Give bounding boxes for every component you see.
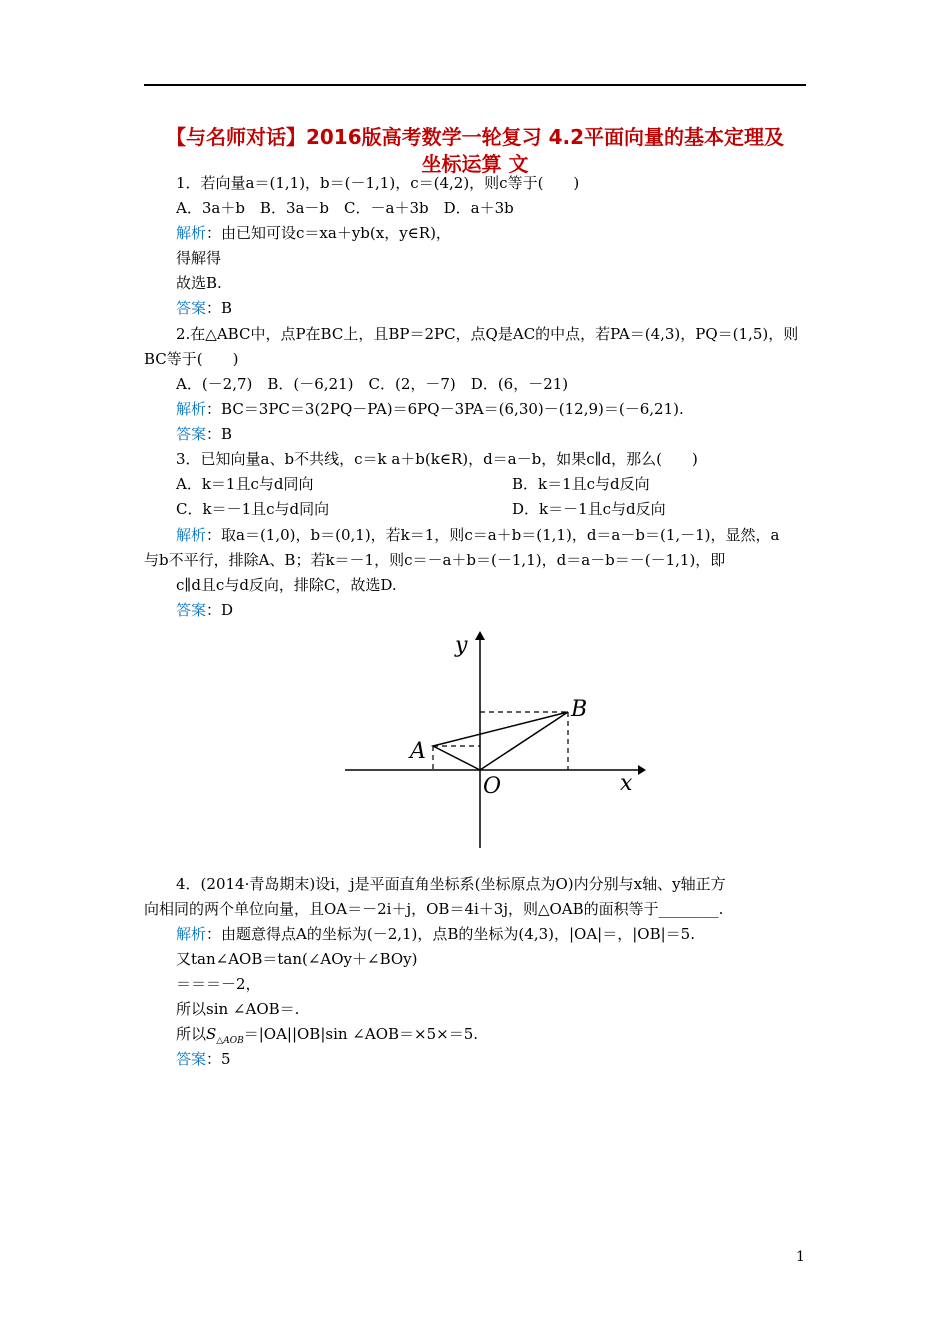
q3-answer-label: 答案: [176, 601, 207, 619]
q4-stem-line-2: 向相同的两个单位向量，且OA＝－2i＋j，OB＝4i＋3j，则△OAB的面积等于________.: [144, 900, 724, 918]
q3-option-a: A．k＝1且c与d同向: [176, 475, 314, 493]
q4-answer: [176, 1049, 231, 1069]
page-number: 1: [796, 1249, 805, 1265]
q3-answer-text: ：D: [206, 601, 234, 619]
q1-answer-label: 答案: [176, 299, 207, 317]
q2-analysis: [176, 399, 684, 419]
q2-stem-line-2: BC等于( ): [144, 350, 239, 368]
doc-title-line-2: 坐标运算 文: [421, 152, 529, 176]
q4-line-5-post: ＝|OA||OB|sin ∠AOB＝×5×＝5.: [243, 1025, 479, 1043]
q4-analysis-label: 解析: [176, 925, 207, 943]
header-rule: [144, 84, 806, 86]
label-b: B: [571, 697, 588, 722]
q4-answer-text: ：5: [206, 1050, 231, 1068]
q4-area-subscript: △AOB: [216, 1036, 244, 1046]
q2-analysis-label: 解析: [176, 400, 207, 418]
q3-analysis-label: 解析: [176, 526, 207, 544]
label-y: y: [455, 633, 468, 658]
q3-analysis-text-1: ：取a＝(1,0)，b＝(0,1)，若k＝1，则c＝a＋b＝(1,1)，d＝a－b＝(1,－1)，显然，a: [206, 526, 780, 544]
q3-option-c: C．k＝－1且c与d同向: [176, 500, 330, 518]
q3-analysis-line-2: 与b不平行，排除A、B；若k＝－1，则c＝－a＋b＝(－1,1)，d＝a－b＝－(－1,1)，即: [144, 551, 726, 569]
q4-analysis-text: ：由题意得点A的坐标为(－2,1)，点B的坐标为(4,3)，|OA|＝，|OB|＝5.: [206, 925, 695, 943]
label-x: x: [620, 771, 633, 796]
q1-answer: [176, 298, 232, 318]
q2-stem-line-1: 2.在△ABC中，点P在BC上，且BP＝2PC，点Q是AC的中点，若PA＝(4,3)，PQ＝(1,5)，则: [176, 325, 799, 343]
x-axis-arrow: [638, 765, 646, 775]
q2-analysis-text: ：BC＝3PC＝3(2PQ－PA)＝6PQ－3PA＝(6,30)－(12,9)＝(－6,21).: [206, 400, 684, 418]
q1-analysis-label: 解析: [176, 224, 207, 242]
q4-line-3: ＝＝＝－2，: [176, 975, 261, 993]
q2-answer-label: 答案: [176, 425, 207, 443]
q2-answer: [176, 424, 232, 444]
q1-options: A．3a＋b B．3a－b C．－a＋3b D．a＋3b: [176, 199, 514, 217]
q2-answer-text: ：B: [206, 425, 233, 443]
q1-step-2: 得解得: [176, 249, 222, 267]
doc-title-line-1: 【与名师对话】2016版高考数学一轮复习 4.2平面向量的基本定理及: [165, 125, 785, 149]
q4-answer-label: 答案: [176, 1050, 207, 1068]
q3-option-b: B．k＝1且c与d反向: [512, 475, 650, 493]
y-axis-arrow: [475, 631, 485, 640]
label-a: A: [410, 739, 426, 764]
q4-stem-line-1: 4．(2014·青岛期末)设i，j是平面直角坐标系(坐标原点为O)内分别与x轴、y轴正方: [176, 875, 726, 893]
q4-line-5: [176, 1024, 478, 1051]
q4-analysis: [176, 924, 695, 944]
q1-answer-text: ：B: [206, 299, 233, 317]
q4-line-4: 所以sin ∠AOB＝.: [176, 1000, 300, 1018]
q3-answer: [176, 600, 233, 620]
q1-analysis-text: ：由已知可设c＝xa＋yb(x，y∈R)，: [206, 224, 451, 242]
q3-option-d: D．k＝－1且c与d反向: [512, 500, 666, 518]
label-o: O: [483, 774, 502, 799]
q3-analysis: [176, 525, 779, 545]
q1-analysis: [176, 223, 451, 243]
q1-step-3: 故选B.: [176, 274, 222, 292]
q4-line-5-pre: 所以: [176, 1025, 207, 1043]
q3-stem: 3．已知向量a、b不共线，c＝k a＋b(k∈R)，d＝a－b，如果c∥d，那么( ): [176, 450, 698, 468]
q2-options: A．(－2,7) B．(－6,21) C．(2，－7) D．(6，－21): [176, 375, 569, 393]
coordinate-figure: [340, 628, 650, 853]
q4-line-2: 又tan∠AOB＝tan(∠AOy＋∠BOy): [176, 950, 418, 968]
q4-area-symbol: S: [206, 1025, 217, 1043]
q3-analysis-line-3: c∥d且c与d反向，排除C，故选D.: [176, 576, 397, 594]
triangle-oab: [433, 712, 568, 770]
q1-stem: 1．若向量a＝(1,1)，b＝(－1,1)，c＝(4,2)，则c等于( ): [176, 174, 580, 192]
